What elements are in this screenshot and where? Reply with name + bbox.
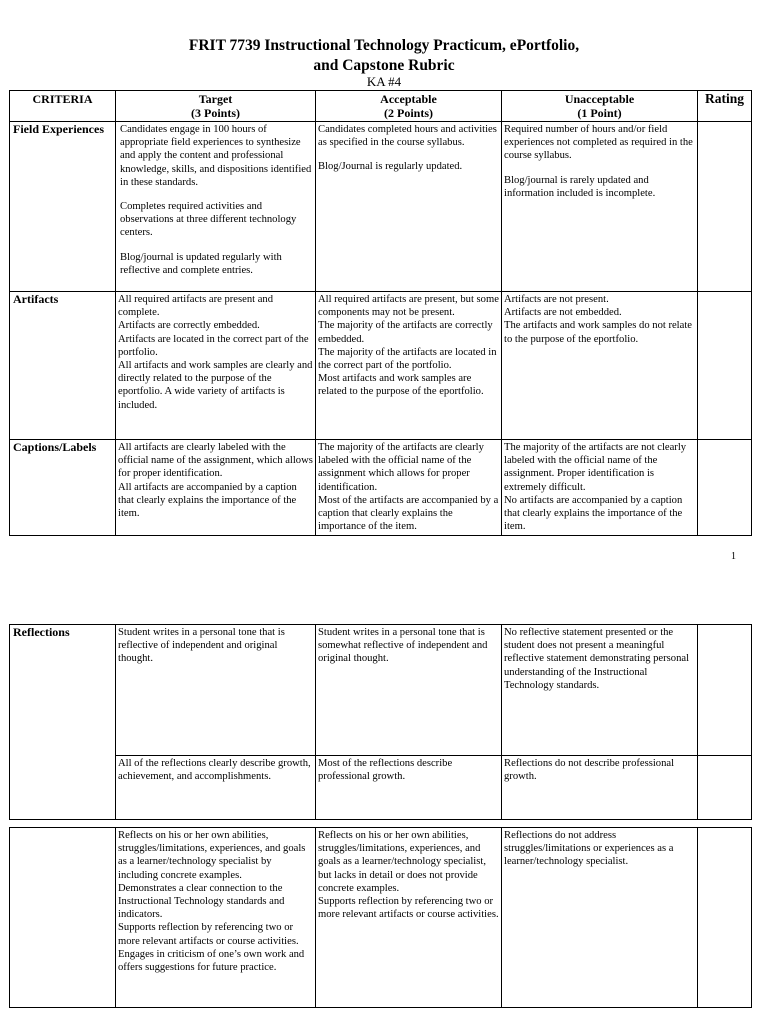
unacceptable-header-label: Unacceptable	[564, 92, 635, 106]
reflections-unacceptable-cell: No reflective statement presented or the student does not present a meaningful reflective statement demonstrating personal understanding of the Instructional Technology standards.	[502, 625, 698, 756]
reflections-acceptable-cell: Student writes in a personal tone that is somewhat reflective of independent and original thought.	[316, 625, 502, 756]
header-row	[10, 91, 752, 122]
rubric-table-page2-a	[9, 624, 752, 820]
criteria-field-experiences: Field Experiences	[10, 122, 116, 292]
criteria-reflections: Reflections	[10, 625, 116, 820]
table-row	[10, 625, 752, 756]
reflections-growth-target-cell: All of the reflections clearly describe growth, achievement, and accomplishments.	[116, 756, 316, 820]
document-subtitle: KA #4	[366, 74, 402, 89]
field-unacceptable-text: Required number of hours and/or field experiences not completed as required in the course syllabus.	[504, 124, 693, 162]
field-rating-cell[interactable]	[698, 122, 752, 292]
reflections-rating-cell[interactable]	[698, 625, 752, 756]
acceptable-header-label: Acceptable	[380, 92, 437, 106]
reflections-target-cell: Student writes in a personal tone that is reflective of independent and original thought.	[116, 625, 316, 756]
rubric-table-page1	[9, 90, 752, 536]
unacceptable-header	[502, 91, 698, 122]
artifacts-acceptable-line: Most artifacts and work samples are related to the purpose of the eportfolio.	[318, 373, 484, 398]
acceptable-header-points: (2 Points)	[384, 106, 433, 120]
reflections-detail-target-line: Engages in criticism of one’s own work and offers suggestions for future practice.	[118, 948, 305, 974]
artifacts-unacceptable-line: The artifacts and work samples do not relate to the purpose of the eportfolio.	[504, 320, 692, 345]
reflections-growth-rating-cell[interactable]	[698, 756, 752, 820]
reflections-detail-unacceptable-cell	[502, 828, 698, 1008]
rating-header: Rating	[698, 91, 752, 122]
captions-acceptable-cell	[316, 440, 502, 536]
reflections-detail-acceptable-line: Reflects on his or her own abilities, struggles/limitations, experiences, and goals as a learner/technology specialist, but lacks in detail or does not provide concrete examples.	[318, 830, 486, 894]
artifacts-acceptable-line: All required artifacts are present, but some components may not be present.	[318, 294, 499, 319]
reflections-detail-criteria-cell	[10, 828, 116, 1008]
reflections-detail-target-line: Reflects on his or her own abilities, struggles/limitations, experiences, and goals as a learner/technology specialist by including concrete examples.	[118, 830, 306, 881]
field-target-text: Candidates engage in 100 hours of appropriate field experiences to synthesize and apply the content and professional knowledge, skills, and dispositions identified in these standards.	[120, 124, 312, 188]
captions-unacceptable-cell	[502, 440, 698, 536]
field-acceptable-text: Candidates completed hours and activities as specified in the course syllabus.	[318, 124, 497, 149]
table-row	[10, 828, 752, 1008]
reflections-detail-rating-cell[interactable]	[698, 828, 752, 1008]
reflections-detail-target-line: Supports reflection by referencing two or more relevant artifacts or course activities.	[118, 922, 299, 947]
criteria-header: CRITERIA	[10, 91, 116, 122]
artifacts-target-line: All required artifacts are present and complete.	[118, 294, 274, 319]
field-unacceptable-text: Blog/journal is rarely updated and information included is incomplete.	[504, 174, 656, 199]
field-target-text: Blog/journal is updated regularly with reflective and complete entries.	[120, 251, 282, 276]
artifacts-target-line: Artifacts are correctly embedded.	[118, 320, 260, 332]
unacceptable-header-points: (1 Point)	[577, 106, 622, 120]
captions-acceptable-line: The majority of the artifacts are clearly labeled with the official name of the assignment which allows for proper identification.	[318, 442, 484, 493]
captions-target-line: All artifacts are accompanied by a caption that clearly explains the importance of the item.	[118, 481, 297, 520]
criteria-artifacts: Artifacts	[10, 292, 116, 440]
acceptable-header	[316, 91, 502, 122]
reflections-detail-acceptable-line: Supports reflection by referencing two or more relevant artifacts or course activities.	[318, 896, 499, 921]
reflections-detail-target-line: Demonstrates a clear connection to the Instructional Technology standards and indicators.	[118, 882, 285, 921]
artifacts-target-line: All artifacts and work samples are clearly and directly related to the purpose of the eportfolio. A wide variety of artifacts is included.	[118, 360, 313, 411]
artifacts-acceptable-cell	[316, 292, 502, 440]
target-header	[116, 91, 316, 122]
artifacts-unacceptable-line: Artifacts are not present.	[504, 294, 609, 305]
captions-unacceptable-line: No artifacts are accompanied by a caption that clearly explains the importance of the item.	[504, 494, 683, 533]
target-header-label: Target	[198, 92, 233, 106]
field-target-text: Completes required activities and observations at three different technology centers.	[120, 201, 297, 239]
captions-target-cell	[116, 440, 316, 536]
reflections-detail-target-cell	[116, 828, 316, 1008]
table-row	[10, 440, 752, 536]
captions-target-line: All artifacts are clearly labeled with the official name of the assignment, which allows for proper identification.	[118, 442, 313, 480]
captions-rating-cell[interactable]	[698, 440, 752, 536]
artifacts-target-line: Artifacts are located in the correct part of the portfolio.	[118, 333, 309, 358]
reflections-detail-unacceptable-line: Reflections do not address struggles/limitations or experiences as a learner/technology specialist.	[504, 830, 674, 868]
target-header-points: (3 Points)	[191, 106, 240, 120]
reflections-growth-acceptable-cell: Most of the reflections describe professional growth.	[316, 756, 502, 820]
artifacts-unacceptable-cell	[502, 292, 698, 440]
rubric-table-page2-b	[9, 827, 752, 1008]
artifacts-acceptable-line: The majority of the artifacts are correctly embedded.	[318, 320, 493, 345]
reflections-growth-unacceptable-cell: Reflections do not describe professional growth.	[502, 756, 698, 820]
table-row	[10, 122, 752, 292]
captions-unacceptable-line: The majority of the artifacts are not clearly labeled with the official name of the assignment. Proper identification is extremely difficult.	[504, 442, 687, 493]
table-row	[10, 756, 752, 820]
captions-acceptable-line: Most of the artifacts are accompanied by a caption that clearly explains the importance of the item.	[318, 494, 499, 533]
document-title-line1: FRIT 7739 Instructional Technology Practicum, ePortfolio,	[188, 37, 580, 54]
artifacts-unacceptable-line: Artifacts are not embedded.	[504, 307, 622, 319]
criteria-captions-labels: Captions/Labels	[10, 440, 116, 536]
artifacts-target-cell	[116, 292, 316, 440]
field-unacceptable-cell	[502, 122, 698, 292]
artifacts-rating-cell[interactable]	[698, 292, 752, 440]
table-row	[10, 292, 752, 440]
artifacts-acceptable-line: The majority of the artifacts are located in the correct part of the portfolio.	[318, 346, 497, 372]
page-number: 1	[731, 551, 736, 562]
field-acceptable-cell	[316, 122, 502, 292]
document-title-line2: and Capstone Rubric	[313, 57, 455, 74]
field-acceptable-text: Blog/Journal is regularly updated.	[318, 161, 463, 173]
field-target-cell	[116, 122, 316, 292]
reflections-detail-acceptable-cell	[316, 828, 502, 1008]
